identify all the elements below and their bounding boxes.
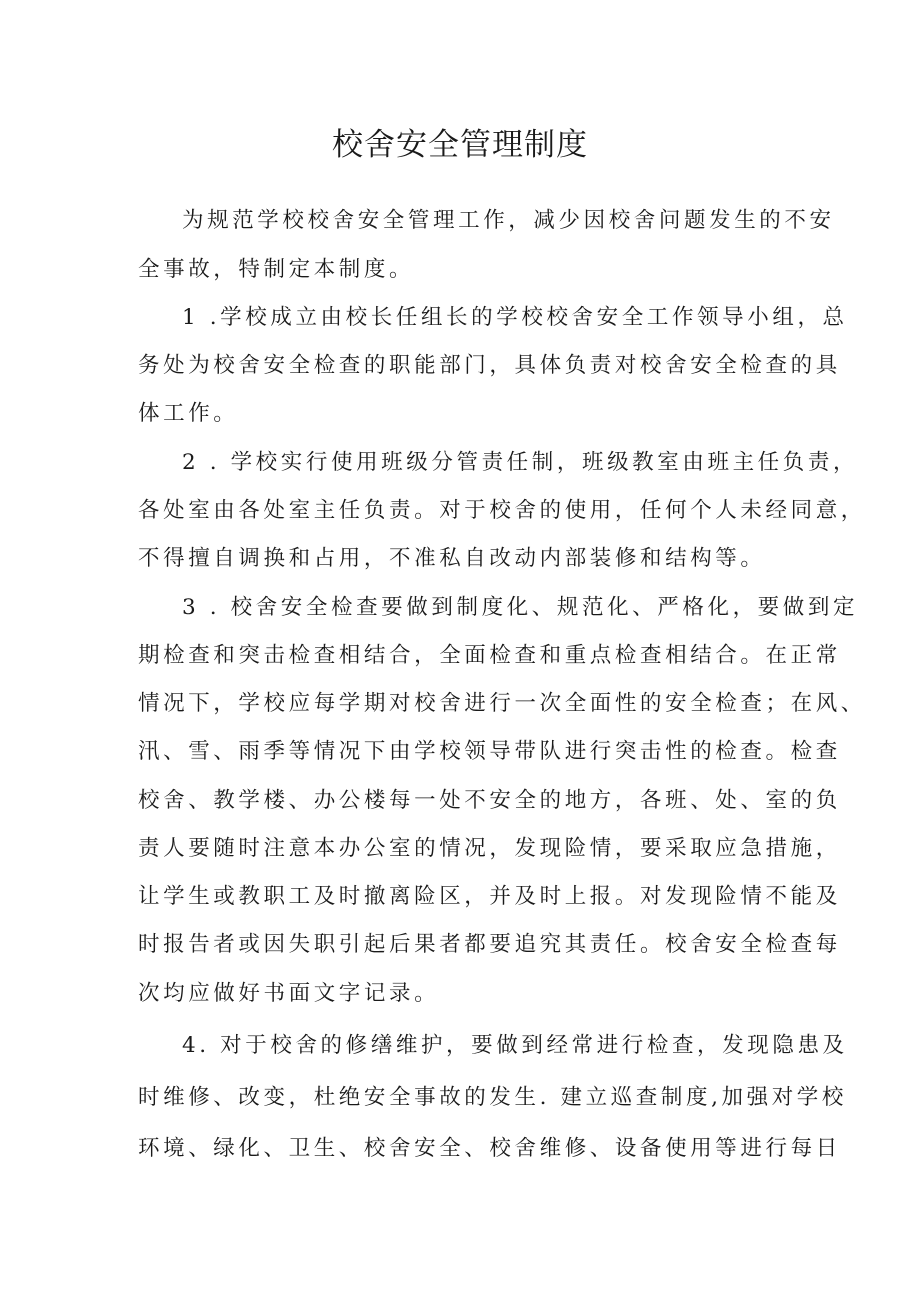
paragraph-line: 全事故，特制定本制度。 [138,257,415,282]
paragraph-line: 环境、绿化、卫生、校舍安全、校舍维修、设备使用等进行每日 [138,1136,841,1161]
paragraph-line: 体工作。 [138,401,239,426]
paragraph-line: 务处为校舍安全检查的职能部门，具体负责对校舍安全检查的具 [138,353,841,378]
paragraph-line: 次均应做好书面文字记录。 [138,981,440,1006]
paragraph-line: 4. 对于校舍的修缮维护，要做到经常进行检查，发现隐患及 [182,1033,848,1058]
paragraph-line: 3 . 校舍安全检查要做到制度化、规范化、严格化，要做到定 [182,595,859,620]
paragraph-line: 责人要随时注意本办公室的情况，发现险情，要采取应急措施， [138,836,841,861]
paragraph-line: 让学生或教职工及时撤离险区，并及时上报。对发现险情不能及 [138,884,841,909]
paragraph-line: 汛、雪、雨季等情况下由学校领导带队进行突击性的检查。检查 [138,739,841,764]
paragraph-line: 时报告者或因失职引起后果者都要追究其责任。校舍安全检查每 [138,932,841,957]
paragraph-line: 不得擅自调换和占用，不准私自改动内部装修和结构等。 [138,546,766,571]
paragraph-line: 2 . 学校实行使用班级分管责任制，班级教室由班主任负责， [182,450,859,475]
document-title: 校舍安全管理制度 [332,127,588,163]
paragraph-line: 1 .学校成立由校长任组长的学校校舍安全工作领导小组，总 [182,305,848,330]
paragraph-line: 时维修、改变，杜绝安全事故的发生. 建立巡查制度,加强对学校 [138,1085,848,1110]
paragraph-line: 情况下，学校应每学期对校舍进行一次全面性的安全检查；在风、 [138,691,866,716]
paragraph-line: 期检查和突击检查相结合，全面检查和重点检查相结合。在正常 [138,643,841,668]
paragraph-line: 校舍、教学楼、办公楼每一处不安全的地方，各班、处、室的负 [138,788,841,813]
paragraph-line: 为规范学校校舍安全管理工作，减少因校舍问题发生的不安 [182,208,835,233]
paragraph-line: 各处室由各处室主任负责。对于校舍的使用，任何个人未经同意， [138,498,866,523]
